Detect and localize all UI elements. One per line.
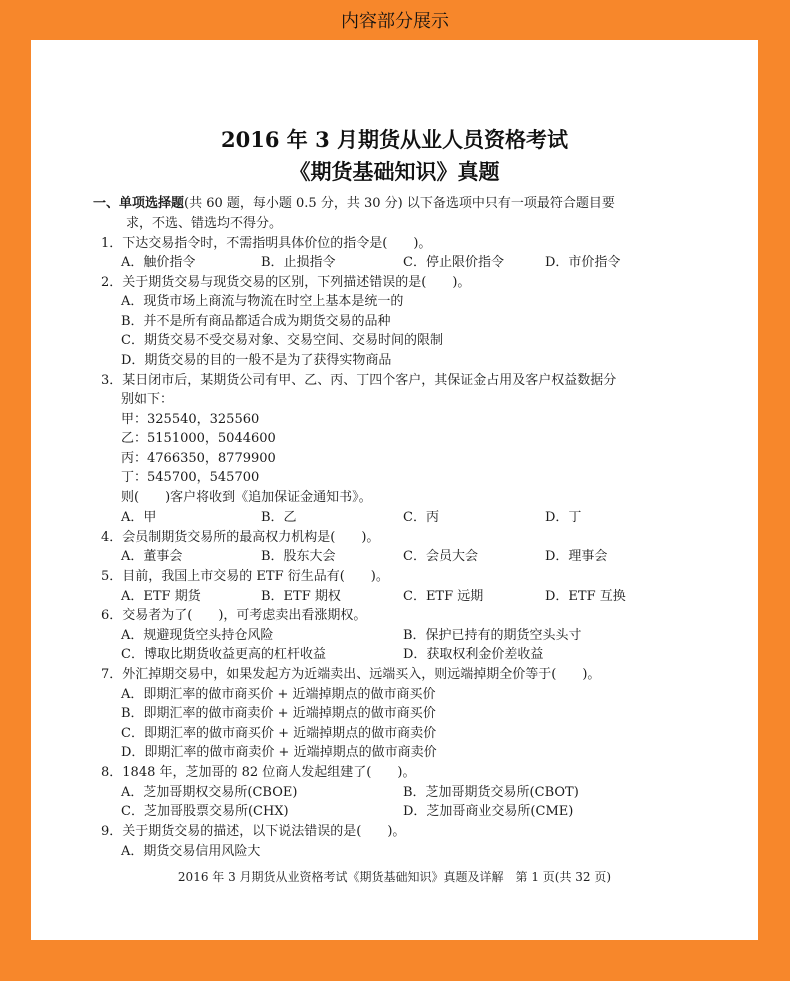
doc-subtitle: 《期货基础知识》真题 xyxy=(289,159,500,184)
q2-option-d: D．期货交易的目的一般不是为了获得实物商品 xyxy=(121,353,392,368)
q4-option-b: B．股东大会 xyxy=(261,549,336,564)
section-label: 一、单项选择题 xyxy=(93,196,185,211)
q6-option-d: D．获取权利金价差收益 xyxy=(403,647,544,662)
q8-option-b: B．芝加哥期货交易所(CBOT) xyxy=(403,785,579,800)
q3-option-c: C．丙 xyxy=(403,510,439,525)
question-3-prompt: 则( )客户将收到《追加保证金通知书》。 xyxy=(121,490,372,505)
q7-option-c: C．即期汇率的做市商买价 + 近端掉期点的做市商卖价 xyxy=(121,726,437,741)
q9-option-a: A．期货交易信用风险大 xyxy=(121,844,261,859)
q7-option-d: D．即期汇率的做市商卖价 + 近端掉期点的做市商卖价 xyxy=(121,745,437,760)
q8-option-c: C．芝加哥股票交易所(CHX) xyxy=(121,804,289,819)
q2-option-c: C．期货交易不受交易对象、交易空间、交易时间的限制 xyxy=(121,333,443,348)
doc-title: 2016 年 3 月期货从业人员资格考试 xyxy=(221,127,568,152)
q3-data-row: 丙：4766350，8779900 xyxy=(121,451,276,466)
banner-title: 内容部分展示 xyxy=(341,11,449,32)
q5-option-b: B．ETF 期权 xyxy=(261,589,341,604)
section-heading xyxy=(93,195,615,213)
q3-option-d: D．丁 xyxy=(545,510,582,525)
q6-option-c: C．博取比期货收益更高的杠杆收益 xyxy=(121,647,326,662)
q1-option-a: A．触价指令 xyxy=(121,255,196,270)
question-5: 5．目前，我国上市交易的 ETF 衍生品有( )。 xyxy=(101,569,389,584)
page-footer: 2016 年 3 月期货从业资格考试《期货基础知识》真题及详解 第 1 页(共 32 页) xyxy=(177,870,612,884)
q7-option-a: A．即期汇率的做市商买价 + 近端掉期点的做市商买价 xyxy=(121,687,436,702)
question-8: 8．1848 年，芝加哥的 82 位商人发起组建了( )。 xyxy=(101,765,416,780)
question-3-cont: 别如下： xyxy=(121,392,174,407)
q4-option-c: C．会员大会 xyxy=(403,549,478,564)
q1-option-d: D．市价指令 xyxy=(545,255,621,270)
q5-option-d: D．ETF 互换 xyxy=(545,589,626,604)
q3-option-b: B．乙 xyxy=(261,510,297,525)
document-page xyxy=(31,40,758,940)
question-1: 1．下达交易指令时，不需指明具体价位的指令是( )。 xyxy=(101,236,432,251)
q3-data-row: 甲：325540，325560 xyxy=(121,412,260,427)
question-3: 3．某日闭市后，某期货公司有甲、乙、丙、丁四个客户，其保证金占用及客户权益数据分 xyxy=(101,373,617,388)
question-6: 6．交易者为了( )，可考虑卖出看涨期权。 xyxy=(101,608,367,623)
question-4: 4．会员制期货交易所的最高权力机构是( )。 xyxy=(101,530,380,545)
q5-option-a: A．ETF 期货 xyxy=(121,589,201,604)
q1-option-b: B．止损指令 xyxy=(261,255,336,270)
q6-option-a: A．规避现货空头持仓风险 xyxy=(121,628,274,643)
q7-option-b: B．即期汇率的做市商卖价 + 近端掉期点的做市商买价 xyxy=(121,706,436,721)
q2-option-b: B．并不是所有商品都适合成为期货交易的品种 xyxy=(121,314,391,329)
section-desc: (共 60 题，每小题 0.5 分，共 30 分) 以下备选项中只有一项最符合题目要 xyxy=(184,196,615,211)
q8-option-d: D．芝加哥商业交易所(CME) xyxy=(403,804,574,819)
question-7: 7．外汇掉期交易中，如果发起方为近端卖出、远端买入，则远端掉期全价等于( )。 xyxy=(101,667,601,682)
q8-option-a: A．芝加哥期权交易所(CBOE) xyxy=(121,785,298,800)
q4-option-d: D．理事会 xyxy=(545,549,608,564)
q3-data-row: 丁：545700，545700 xyxy=(121,470,260,485)
section-desc-cont: 求，不选、错选均不得分。 xyxy=(126,216,283,231)
q2-option-a: A．现货市场上商流与物流在时空上基本是统一的 xyxy=(121,294,404,309)
q3-option-a: A．甲 xyxy=(121,510,157,525)
q5-option-c: C．ETF 远期 xyxy=(403,589,484,604)
q1-option-c: C．停止限价指令 xyxy=(403,255,504,270)
question-2: 2．关于期货交易与现货交易的区别，下列描述错误的是( )。 xyxy=(101,275,471,290)
q4-option-a: A．董事会 xyxy=(121,549,183,564)
q3-data-row: 乙：5151000，5044600 xyxy=(121,431,276,446)
question-9: 9．关于期货交易的描述，以下说法错误的是( )。 xyxy=(101,824,406,839)
q6-option-b: B．保护已持有的期货空头头寸 xyxy=(403,628,582,643)
